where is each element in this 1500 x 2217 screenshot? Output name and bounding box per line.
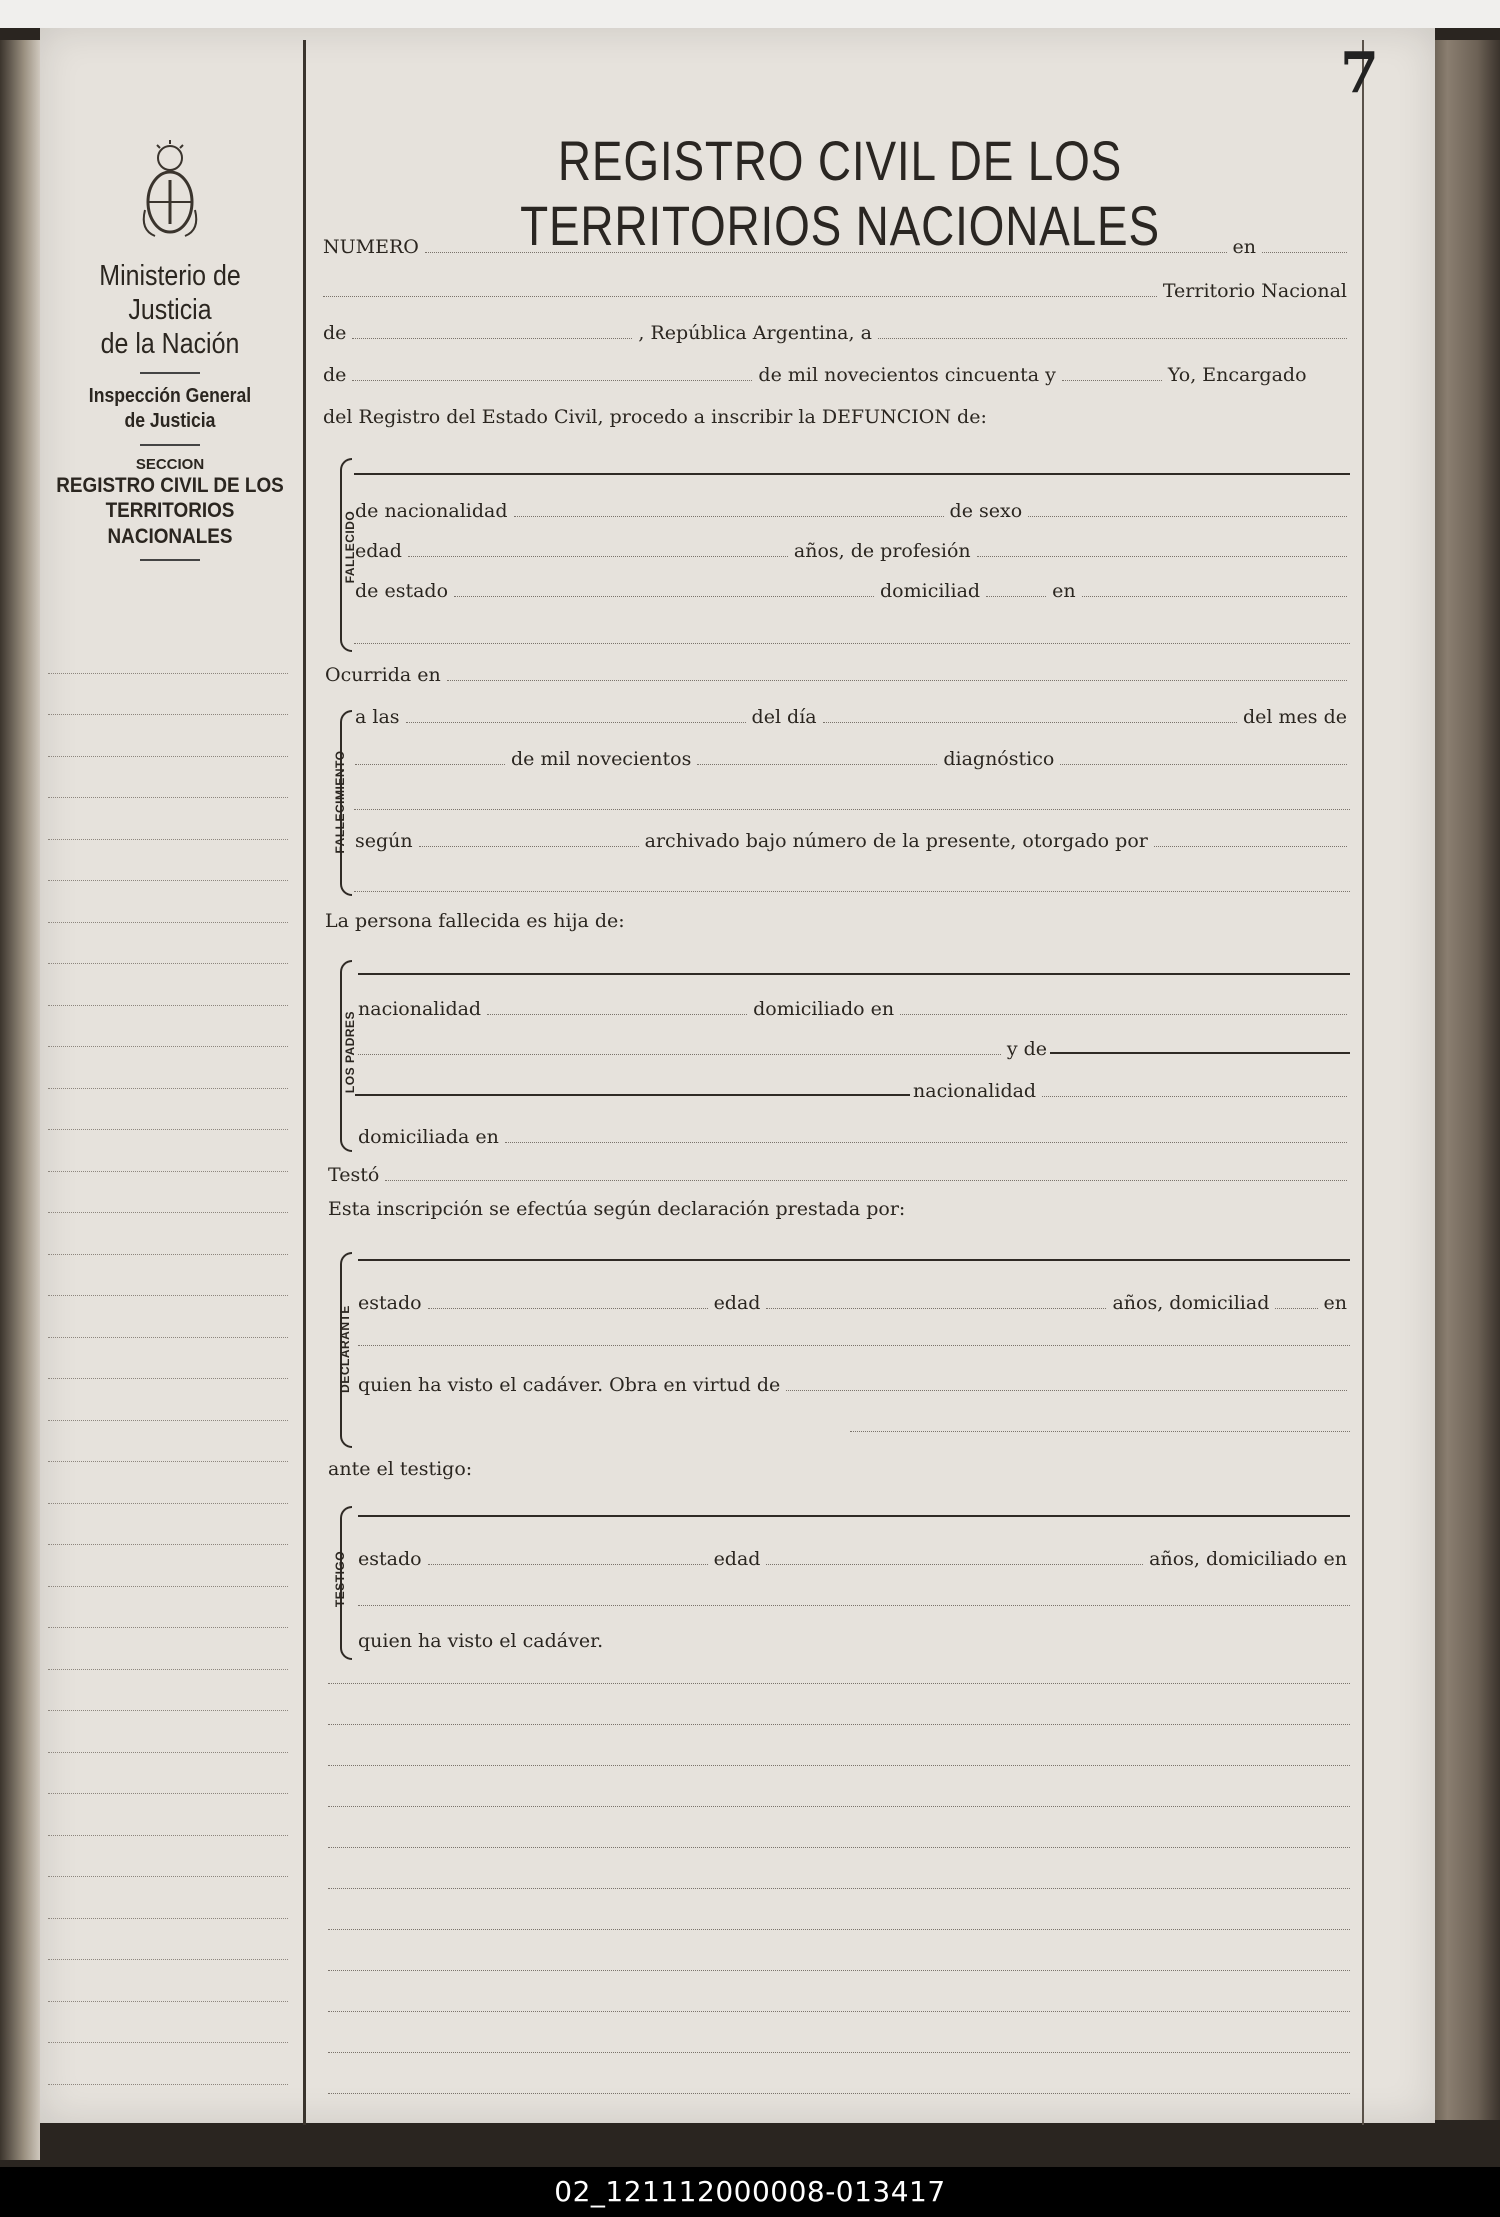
ruled-line <box>48 2002 288 2044</box>
name-line <box>354 472 1350 475</box>
row-declarante-estado: estado edad años, domiciliad en <box>358 1292 1347 1314</box>
ruled-line <box>48 1545 288 1587</box>
row-ocurrida: Ocurrida en <box>322 664 1350 686</box>
form-title: REGISTRO CIVIL DE LOS TERRITORIOS NACIONALES <box>520 129 1160 257</box>
inspection-name: Inspección General de Justicia <box>88 384 252 432</box>
ruled-line <box>48 757 288 799</box>
row-y-de: y de <box>355 1038 1350 1060</box>
ruled-line <box>328 2010 1350 2012</box>
ruled-line <box>328 2092 1350 2094</box>
row-obra-virtud: quien ha visto el cadáver. Obra en virtud de <box>355 1374 1350 1396</box>
ruled-line <box>48 1047 288 1089</box>
coat-of-arms-icon <box>135 140 205 240</box>
witness-name-line <box>358 1514 1350 1517</box>
ruled-line <box>48 798 288 840</box>
divider <box>140 559 200 561</box>
page-number: 7 <box>1340 40 1379 106</box>
ruled-line <box>48 1960 288 2002</box>
ruled-line <box>48 1296 288 1338</box>
row-testo: Testó <box>325 1164 1350 1186</box>
book-spine <box>1425 40 1500 2120</box>
ruled-line <box>48 1628 288 1670</box>
ruled-line <box>48 1338 288 1380</box>
ruled-line <box>48 1670 288 1712</box>
ruled-line <box>48 1421 288 1463</box>
ruled-line <box>48 1089 288 1131</box>
right-margin-divider <box>1362 40 1364 2125</box>
row-hija-de: La persona fallecida es hija de: <box>325 910 625 932</box>
top-strip <box>0 0 1500 28</box>
row-fecha: de de mil novecientos cincuenta y Yo, Encargado <box>323 364 1307 386</box>
ruled-line <box>48 1753 288 1795</box>
divider <box>140 372 200 374</box>
ruled-line <box>328 1846 1350 1848</box>
ruled-line <box>48 1877 288 1919</box>
ruled-line <box>48 881 288 923</box>
ruled-line <box>48 2043 288 2085</box>
row-registro: del Registro del Estado Civil, procedo a inscribir la DEFUNCION de: <box>323 406 987 428</box>
father-name-line <box>358 972 1350 975</box>
ruled-line <box>48 715 288 757</box>
blank-line <box>354 890 1350 892</box>
ruled-line <box>48 1504 288 1546</box>
ruled-line <box>48 1462 288 1504</box>
row-estado-domicilio: de estado domiciliad en <box>352 580 1350 602</box>
document-id-bar <box>0 2167 1500 2217</box>
row-hora-dia-mes: a las del día del mes de <box>355 706 1347 728</box>
blank-line <box>850 1430 1350 1432</box>
label-testigo: TESTIGO <box>333 1550 347 1608</box>
sidebar-header <box>40 140 300 571</box>
ruled-line <box>328 1805 1350 1807</box>
label-padres: LOS PADRES <box>343 1010 357 1094</box>
book-left-edge <box>0 40 40 2160</box>
row-domiciliada: domiciliada en <box>355 1126 1350 1148</box>
row-anio-diagnostico: de mil novecientos diagnóstico <box>352 748 1350 770</box>
ministry-name: Ministerio de Justicia de la Nación <box>99 260 241 361</box>
ruled-line <box>48 1794 288 1836</box>
ruled-line <box>328 2051 1350 2053</box>
ruled-line <box>48 1587 288 1629</box>
row-madre-nacionalidad: nacionalidad <box>355 1080 1350 1102</box>
ruled-line <box>48 1379 288 1421</box>
ruled-line <box>48 1255 288 1297</box>
row-ante-testigo: ante el testigo: <box>328 1458 473 1480</box>
ruled-line <box>48 840 288 882</box>
ruled-line <box>48 923 288 965</box>
ruled-line <box>48 1130 288 1172</box>
ruled-line <box>48 1213 288 1255</box>
ruled-line <box>48 1836 288 1878</box>
declarant-name-line <box>358 1258 1350 1261</box>
row-testigo-estado: estado edad años, domiciliado en <box>358 1548 1347 1570</box>
ruled-line <box>48 1919 288 1961</box>
ruled-line <box>48 632 288 674</box>
section-label: SECCION <box>135 455 205 473</box>
section-name: REGISTRO CIVIL DE LOS TERRITORIOS NACIONALES <box>56 473 284 548</box>
blank-line <box>358 1604 1350 1606</box>
ruled-line <box>48 674 288 716</box>
divider <box>140 444 200 446</box>
row-segun: según archivado bajo número de la presente, otorgado por <box>352 830 1350 852</box>
ruled-line <box>328 1969 1350 1971</box>
row-republica: de , República Argentina, a <box>320 322 1350 344</box>
ruled-line <box>328 1928 1350 1930</box>
blank-line <box>354 808 1350 810</box>
row-testigo-visto: quien ha visto el cadáver. <box>358 1630 604 1652</box>
blank-line <box>358 1344 1350 1346</box>
row-padre-nacionalidad: nacionalidad domiciliado en <box>355 998 1350 1020</box>
row-inscripcion: Esta inscripción se efectúa según declaración prestada por: <box>328 1198 906 1220</box>
ruled-line <box>48 1172 288 1214</box>
label-fallecido: FALLECIDO <box>343 510 357 584</box>
row-numero: NUMERO en <box>320 236 1350 258</box>
ruled-line <box>328 1887 1350 1889</box>
sidebar-ruled-lines <box>48 632 288 2085</box>
label-fallecimiento: FALLECIMIENTO <box>333 750 347 854</box>
ruled-line <box>48 964 288 1006</box>
row-territorio: Territorio Nacional <box>320 280 1350 302</box>
blank-line <box>354 642 1350 644</box>
ruled-line <box>328 1723 1350 1725</box>
row-nacionalidad-sexo: de nacionalidad de sexo <box>352 500 1350 522</box>
label-declarante: DECLARANTE <box>338 1305 352 1393</box>
document-id: 02_121112000008-013417 <box>554 2175 946 2208</box>
ruled-line <box>328 1764 1350 1766</box>
sidebar-divider <box>303 40 306 2125</box>
row-edad-profesion: edad años, de profesión <box>352 540 1350 562</box>
ruled-line <box>48 1006 288 1048</box>
ruled-line <box>48 1711 288 1753</box>
ruled-line <box>328 1682 1350 1684</box>
